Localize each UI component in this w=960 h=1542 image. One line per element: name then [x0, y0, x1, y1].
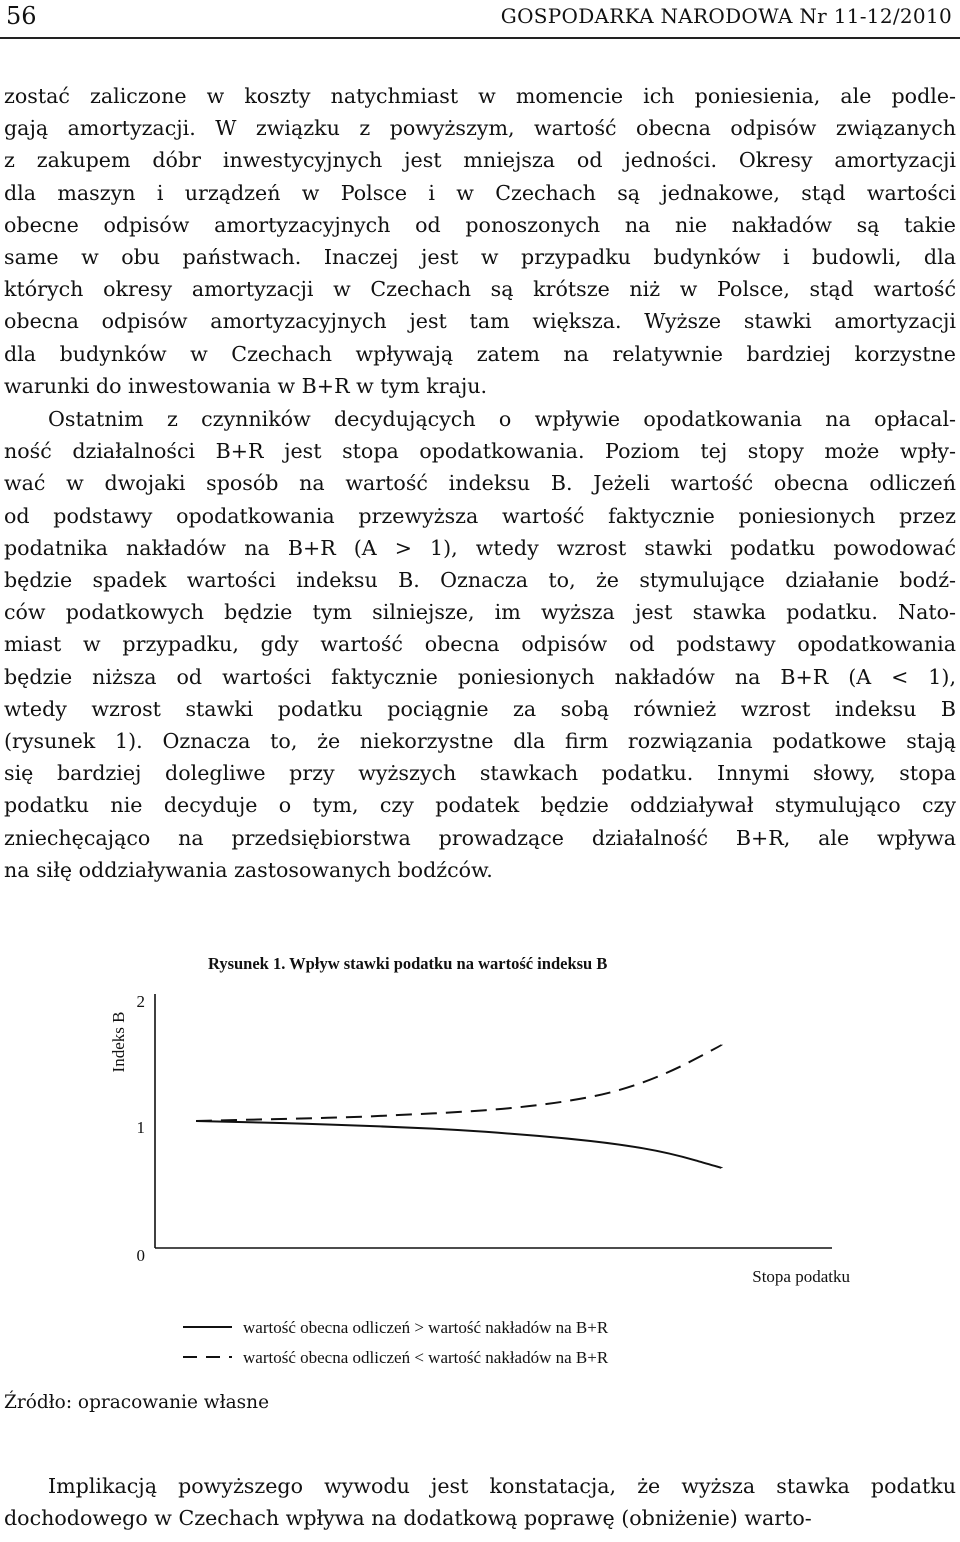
text-line: się bardziej dolegliwe przy wyższych stawkach podatku. Innymi słowy, stopa: [4, 761, 956, 786]
text-line: dochodowego w Czechach wpływa na dodatkową poprawę (obniżenie) warto-: [4, 1506, 812, 1531]
figure-source: Źródło: opracowanie własne: [4, 1392, 270, 1413]
text-line: z zakupem dóbr inwestycyjnych jest mniejsza od jedności. Okresy amortyzacji: [4, 148, 956, 173]
legend-label-solid: wartość obecna odliczeń > wartość nakładów na B+R: [243, 1318, 609, 1337]
text-line: miast w przypadku, gdy wartość obecna odpisów od podstawy opodatkowania: [4, 632, 956, 657]
text-line: obecna odpisów amortyzacyjnych jest tam większa. Wyższe stawki amortyzacji: [4, 309, 956, 334]
axis-group: [109, 992, 850, 1286]
paragraph-3: [4, 1470, 956, 1534]
text-line: będzie niższa od wartości faktycznie poniesionych nakładów na B+R (A < 1),: [4, 664, 956, 689]
text-line: których okresy amortyzacji w Czechach są krótsze niż w Polsce, stąd wartość: [4, 277, 956, 302]
text-line: ców podatkowych będzie tym silniejsze, im wyższa jest stawka podatku. Nato-: [4, 600, 956, 625]
text-line: na siłę oddziaływania zastosowanych bodźców.: [4, 857, 493, 882]
text-line: Implikacją powyższego wywodu jest konstatacja, że wyższa stawka podatku: [48, 1474, 956, 1498]
text-line: warunki do inwestowania w B+R w tym kraju.: [4, 373, 488, 398]
series-group: [196, 1045, 722, 1168]
text-line: zniechęcająco na przedsiębiorstwa prowadzące działalność B+R, ale wpływa: [4, 825, 956, 850]
text-line: podatnika nakładów na B+R (A > 1), wtedy wzrost stawki podatku powodować: [4, 535, 956, 560]
text-line: podatku nie decyduje o tym, czy podatek będzie oddziaływał stymulująco czy: [4, 793, 956, 818]
text-line: będzie spadek wartości indeksu B. Oznacza to, że stymulujące działanie bodź-: [4, 568, 956, 593]
text-line: dla maszyn i urządzeń w Polsce i w Czechach są jednakowe, stąd wartości: [4, 180, 956, 205]
text-line: ność działalności B+R jest stopa opodatkowania. Poziom tej stopy może wpły-: [4, 439, 956, 464]
text-line: wać w dwojaki sposób na wartość indeksu B. Jeżeli wartość obecna odliczeń: [4, 471, 956, 496]
journal-title: GOSPODARKA NARODOWA Nr 11-12/2010: [500, 4, 952, 28]
page-number: 56: [6, 2, 37, 30]
page-header: [0, 0, 960, 40]
text-line: Ostatnim z czynników decydujących o wpływie opodatkowania na opłacal-: [48, 407, 956, 431]
text-line: (rysunek 1). Oznacza to, że niekorzystne dla firm rozwiązania podatkowe stają: [4, 729, 956, 754]
paragraph-2: [4, 403, 956, 886]
text-line: obecne odpisów amortyzacyjnych od ponoszonych na nie nakładów są takie: [4, 212, 956, 237]
header-rule: [0, 37, 960, 39]
text-line: dla budynków w Czechach wpływają zatem na relatywnie bardziej korzystne: [4, 341, 956, 366]
legend: [183, 1318, 609, 1367]
y-tick-label: 2: [136, 992, 145, 1011]
x-axis-label: Stopa podatku: [752, 1267, 850, 1286]
series-line-solid: [196, 1121, 722, 1168]
figure-title: Rysunek 1. Wpływ stawki podatku na wartość indeksu B: [208, 954, 608, 973]
text-line: od podstawy opodatkowania przewyższa wartość faktycznie poniesionych przez: [4, 503, 956, 528]
figure-chart: [0, 980, 960, 1390]
text-line: zostać zaliczone w koszty natychmiast w momencie ich poniesienia, ale podle-: [4, 84, 956, 108]
legend-label-dashed: wartość obecna odliczeń < wartość nakładów na B+R: [243, 1348, 609, 1367]
y-tick-label: 1: [136, 1118, 145, 1137]
text-line: wtedy wzrost stawki podatku pociągnie za sobą również wzrost indeksu B: [4, 696, 956, 721]
paragraph-1: [4, 80, 956, 402]
text-line: same w obu państwach. Inaczej jest w przypadku budynków i budowli, dla: [4, 245, 956, 270]
text-line: gają amortyzacji. W związku z powyższym, wartość obecna odpisów związanych: [4, 116, 956, 141]
y-axis-label: Indeks B: [109, 1011, 128, 1073]
series-line-dashed: [196, 1045, 722, 1121]
y-tick-label: 0: [136, 1246, 145, 1265]
